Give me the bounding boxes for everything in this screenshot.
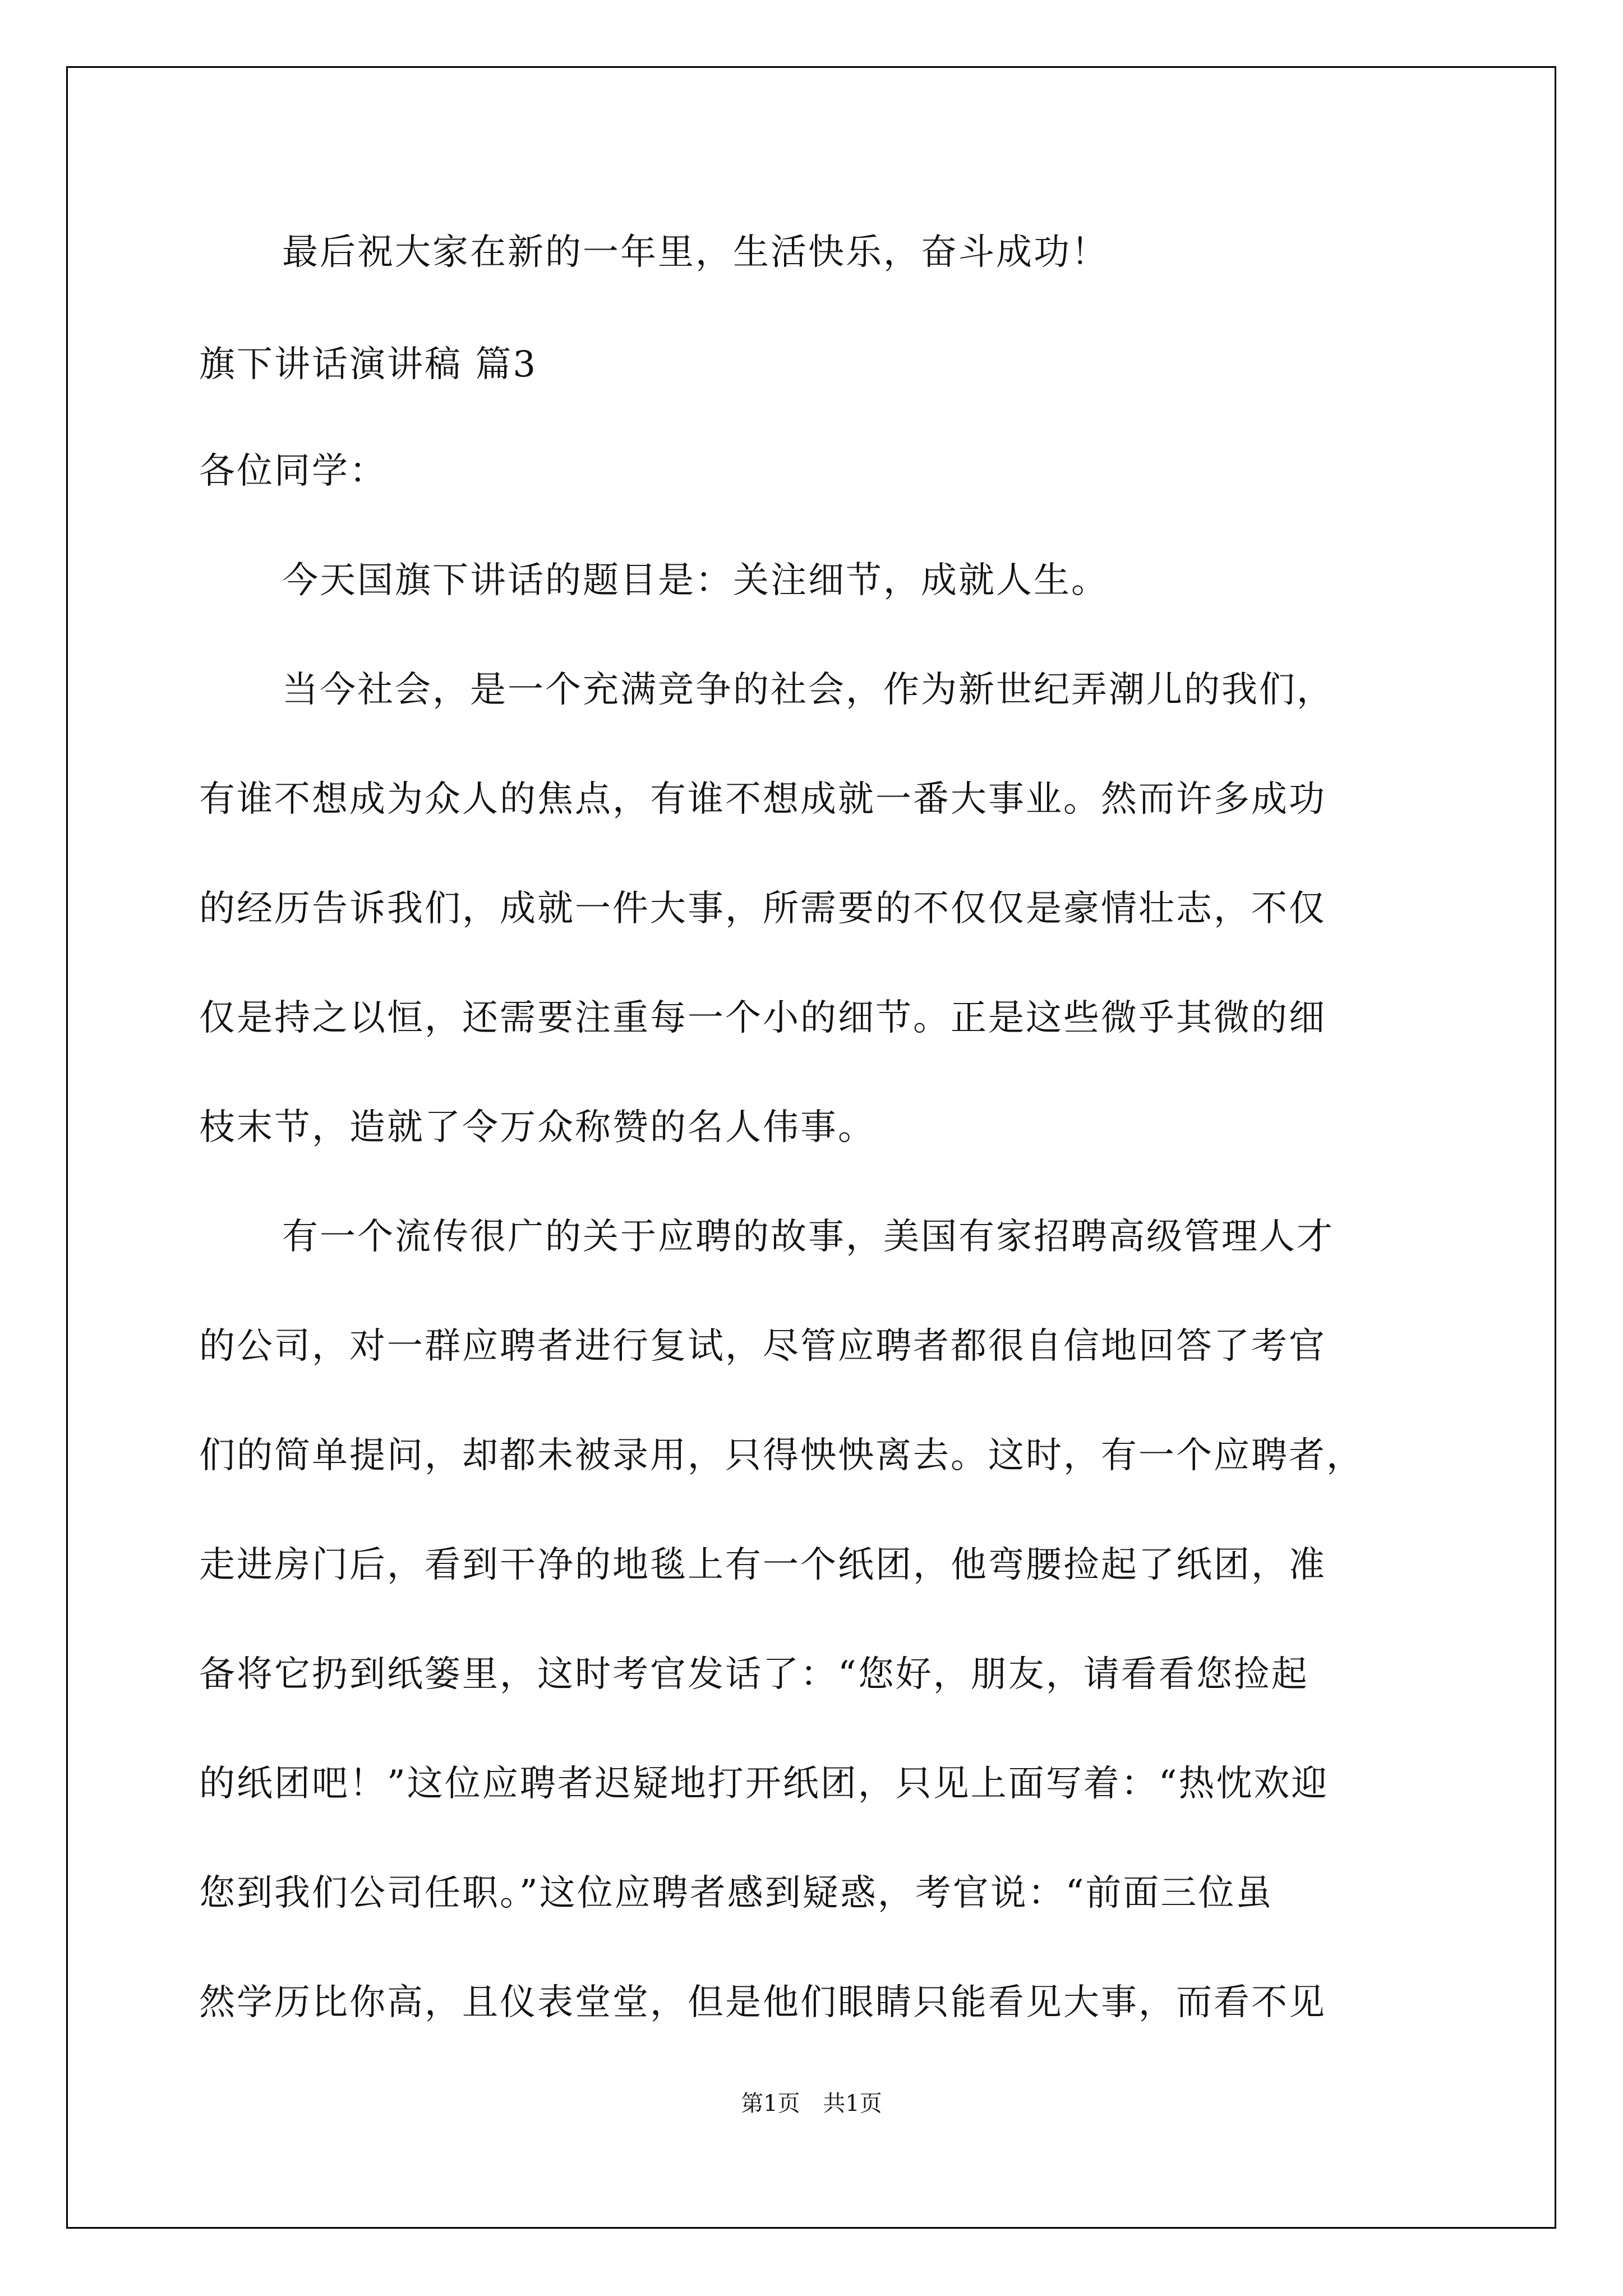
paragraph-line: 的纸团吧！”这位应聘者迟疑地打开纸团，只见上面写着：“热忱欢迎 xyxy=(199,1763,1329,1805)
page-footer xyxy=(0,2087,1623,2120)
paragraph-line: 有一个流传很广的关于应聘的故事，美国有家招聘高级管理人才 xyxy=(282,1216,1334,1258)
paragraph-line: 们的简单提问，却都未被录用，只得怏怏离去。这时，有一个应聘者， xyxy=(199,1435,1364,1476)
paragraph-line: 枝末节，造就了令万众称赞的名人伟事。 xyxy=(199,1107,875,1148)
paragraph-line: 您到我们公司任职。”这位应聘者感到疑惑，考官说：“前面三位虽 xyxy=(199,1872,1274,1914)
paragraph-line: 的经历告诉我们，成就一件大事，所需要的不仅仅是豪情壮志，不仅 xyxy=(199,888,1326,930)
page-total: 共1页 xyxy=(823,2091,882,2116)
paragraph-line: 今天国旗下讲话的题目是：关注细节，成就人生。 xyxy=(282,560,1109,601)
paragraph-line: 当今社会，是一个充满竞争的社会，作为新世纪弄潮儿的我们， xyxy=(282,669,1334,711)
paragraph-line: 仅是持之以恒，还需要注重每一个小的细节。正是这些微乎其微的细 xyxy=(199,997,1326,1039)
section-heading: 旗下讲话演讲稿 篇3 xyxy=(199,344,538,385)
paragraph-line: 的公司，对一群应聘者进行复试，尽管应聘者都很自信地回答了考官 xyxy=(199,1326,1326,1367)
paragraph-line: 备将它扔到纸篓里，这时考官发话了：“您好，朋友，请看看您捡起 xyxy=(199,1654,1309,1695)
paragraph-line: 走进房门后，看到干净的地毯上有一个纸团，他弯腰捡起了纸团，准 xyxy=(199,1544,1326,1586)
page-number: 第1页 xyxy=(741,2091,800,2116)
paragraph-line: 然学历比你高，且仪表堂堂，但是他们眼睛只能看见大事，而看不见 xyxy=(199,1982,1326,2023)
closing-line: 最后祝大家在新的一年里，生活快乐，奋斗成功！ xyxy=(282,232,1109,273)
paragraph-line: 有谁不想成为众人的焦点，有谁不想成就一番大事业。然而许多成功 xyxy=(199,779,1326,820)
salutation: 各位同学： xyxy=(199,450,387,492)
